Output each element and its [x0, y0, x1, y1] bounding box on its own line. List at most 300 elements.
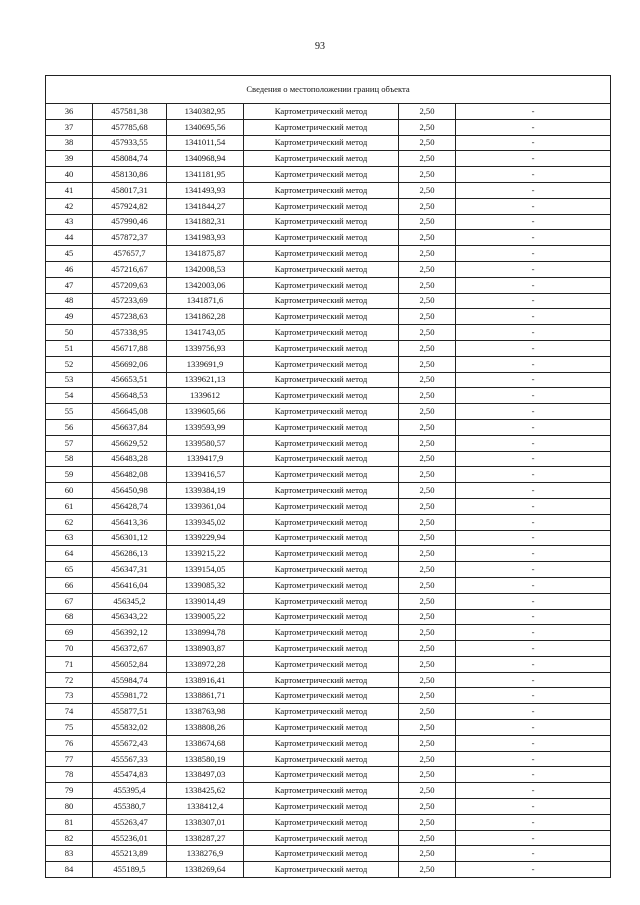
- accuracy-cell: 2,50: [399, 483, 456, 499]
- description-cell: -: [456, 735, 611, 751]
- x-coordinate-cell: 456372,67: [93, 641, 167, 657]
- method-cell: Картометрический метод: [244, 593, 399, 609]
- y-coordinate-cell: 1339416,57: [167, 467, 244, 483]
- x-coordinate-cell: 455213,89: [93, 846, 167, 862]
- method-cell: Картометрический метод: [244, 261, 399, 277]
- accuracy-cell: 2,50: [399, 530, 456, 546]
- description-cell: -: [456, 656, 611, 672]
- y-coordinate-cell: 1338903,87: [167, 641, 244, 657]
- description-cell: -: [456, 372, 611, 388]
- y-coordinate-cell: 1338287,27: [167, 830, 244, 846]
- accuracy-cell: 2,50: [399, 625, 456, 641]
- x-coordinate-cell: 458017,31: [93, 182, 167, 198]
- accuracy-cell: 2,50: [399, 135, 456, 151]
- point-number-cell: 78: [46, 767, 93, 783]
- accuracy-cell: 2,50: [399, 104, 456, 120]
- x-coordinate-cell: 457209,63: [93, 277, 167, 293]
- method-cell: Картометрический метод: [244, 182, 399, 198]
- y-coordinate-cell: 1341882,31: [167, 214, 244, 230]
- y-coordinate-cell: 1339361,04: [167, 498, 244, 514]
- method-cell: Картометрический метод: [244, 325, 399, 341]
- point-number-cell: 82: [46, 830, 93, 846]
- description-cell: -: [456, 498, 611, 514]
- point-number-cell: 45: [46, 246, 93, 262]
- accuracy-cell: 2,50: [399, 656, 456, 672]
- point-number-cell: 65: [46, 562, 93, 578]
- table-row: [46, 419, 611, 435]
- table-row: [46, 467, 611, 483]
- x-coordinate-cell: 455877,51: [93, 704, 167, 720]
- method-cell: Картометрический метод: [244, 340, 399, 356]
- table-row: [46, 625, 611, 641]
- y-coordinate-cell: 1338497,03: [167, 767, 244, 783]
- x-coordinate-cell: 455189,5: [93, 862, 167, 878]
- table-row: [46, 641, 611, 657]
- point-number-cell: 68: [46, 609, 93, 625]
- table-row: [46, 562, 611, 578]
- x-coordinate-cell: 456343,22: [93, 609, 167, 625]
- method-cell: Картометрический метод: [244, 656, 399, 672]
- accuracy-cell: 2,50: [399, 498, 456, 514]
- accuracy-cell: 2,50: [399, 151, 456, 167]
- accuracy-cell: 2,50: [399, 388, 456, 404]
- y-coordinate-cell: 1338412,4: [167, 799, 244, 815]
- method-cell: Картометрический метод: [244, 514, 399, 530]
- point-number-cell: 38: [46, 135, 93, 151]
- y-coordinate-cell: 1338808,26: [167, 720, 244, 736]
- table-row: [46, 277, 611, 293]
- method-cell: Картометрический метод: [244, 720, 399, 736]
- y-coordinate-cell: 1339154,05: [167, 562, 244, 578]
- point-number-cell: 53: [46, 372, 93, 388]
- x-coordinate-cell: 455236,01: [93, 830, 167, 846]
- accuracy-cell: 2,50: [399, 261, 456, 277]
- method-cell: Картометрический метод: [244, 309, 399, 325]
- accuracy-cell: 2,50: [399, 767, 456, 783]
- x-coordinate-cell: 458130,86: [93, 167, 167, 183]
- method-cell: Картометрический метод: [244, 672, 399, 688]
- table-row: [46, 767, 611, 783]
- y-coordinate-cell: 1339605,66: [167, 404, 244, 420]
- method-cell: Картометрический метод: [244, 293, 399, 309]
- y-coordinate-cell: 1341181,95: [167, 167, 244, 183]
- description-cell: -: [456, 340, 611, 356]
- table-row: [46, 751, 611, 767]
- table-row: [46, 340, 611, 356]
- method-cell: Картометрический метод: [244, 814, 399, 830]
- point-number-cell: 44: [46, 230, 93, 246]
- y-coordinate-cell: 1341871,6: [167, 293, 244, 309]
- y-coordinate-cell: 1340968,94: [167, 151, 244, 167]
- method-cell: Картометрический метод: [244, 609, 399, 625]
- point-number-cell: 73: [46, 688, 93, 704]
- x-coordinate-cell: 456347,31: [93, 562, 167, 578]
- method-cell: Картометрический метод: [244, 135, 399, 151]
- accuracy-cell: 2,50: [399, 862, 456, 878]
- method-cell: Картометрический метод: [244, 356, 399, 372]
- description-cell: -: [456, 783, 611, 799]
- point-number-cell: 56: [46, 419, 93, 435]
- point-number-cell: 49: [46, 309, 93, 325]
- description-cell: -: [456, 767, 611, 783]
- description-cell: -: [456, 119, 611, 135]
- accuracy-cell: 2,50: [399, 830, 456, 846]
- x-coordinate-cell: 457872,37: [93, 230, 167, 246]
- description-cell: -: [456, 435, 611, 451]
- y-coordinate-cell: 1339580,57: [167, 435, 244, 451]
- description-cell: -: [456, 672, 611, 688]
- description-cell: -: [456, 862, 611, 878]
- description-cell: -: [456, 467, 611, 483]
- table-row: [46, 656, 611, 672]
- x-coordinate-cell: 457924,82: [93, 198, 167, 214]
- method-cell: Картометрический метод: [244, 388, 399, 404]
- point-number-cell: 54: [46, 388, 93, 404]
- x-coordinate-cell: 455395,4: [93, 783, 167, 799]
- method-cell: Картометрический метод: [244, 830, 399, 846]
- table-row: [46, 704, 611, 720]
- description-cell: -: [456, 483, 611, 499]
- table-row: [46, 530, 611, 546]
- description-cell: -: [456, 814, 611, 830]
- accuracy-cell: 2,50: [399, 435, 456, 451]
- point-number-cell: 64: [46, 546, 93, 562]
- description-cell: -: [456, 309, 611, 325]
- accuracy-cell: 2,50: [399, 514, 456, 530]
- y-coordinate-cell: 1339014,49: [167, 593, 244, 609]
- method-cell: Картометрический метод: [244, 562, 399, 578]
- x-coordinate-cell: 455474,83: [93, 767, 167, 783]
- x-coordinate-cell: 456483,28: [93, 451, 167, 467]
- table-row: [46, 151, 611, 167]
- y-coordinate-cell: 1338580,19: [167, 751, 244, 767]
- y-coordinate-cell: 1338861,71: [167, 688, 244, 704]
- method-cell: Картометрический метод: [244, 799, 399, 815]
- accuracy-cell: 2,50: [399, 372, 456, 388]
- accuracy-cell: 2,50: [399, 846, 456, 862]
- accuracy-cell: 2,50: [399, 230, 456, 246]
- method-cell: Картометрический метод: [244, 704, 399, 720]
- table-row: [46, 783, 611, 799]
- method-cell: Картометрический метод: [244, 151, 399, 167]
- accuracy-cell: 2,50: [399, 119, 456, 135]
- point-number-cell: 62: [46, 514, 93, 530]
- y-coordinate-cell: 1338994,78: [167, 625, 244, 641]
- accuracy-cell: 2,50: [399, 546, 456, 562]
- description-cell: -: [456, 293, 611, 309]
- x-coordinate-cell: 455567,33: [93, 751, 167, 767]
- description-cell: -: [456, 135, 611, 151]
- description-cell: -: [456, 846, 611, 862]
- x-coordinate-cell: 455981,72: [93, 688, 167, 704]
- method-cell: Картометрический метод: [244, 688, 399, 704]
- method-cell: Картометрический метод: [244, 846, 399, 862]
- y-coordinate-cell: 1339384,19: [167, 483, 244, 499]
- point-number-cell: 47: [46, 277, 93, 293]
- accuracy-cell: 2,50: [399, 451, 456, 467]
- x-coordinate-cell: 456692,06: [93, 356, 167, 372]
- accuracy-cell: 2,50: [399, 704, 456, 720]
- description-cell: -: [456, 104, 611, 120]
- point-number-cell: 79: [46, 783, 93, 799]
- x-coordinate-cell: 456645,08: [93, 404, 167, 420]
- accuracy-cell: 2,50: [399, 467, 456, 483]
- y-coordinate-cell: 1340695,56: [167, 119, 244, 135]
- y-coordinate-cell: 1338276,9: [167, 846, 244, 862]
- x-coordinate-cell: 456648,53: [93, 388, 167, 404]
- table-row: [46, 246, 611, 262]
- description-cell: -: [456, 404, 611, 420]
- method-cell: Картометрический метод: [244, 419, 399, 435]
- x-coordinate-cell: 456416,04: [93, 577, 167, 593]
- accuracy-cell: 2,50: [399, 309, 456, 325]
- description-cell: -: [456, 151, 611, 167]
- y-coordinate-cell: 1341493,93: [167, 182, 244, 198]
- point-number-cell: 75: [46, 720, 93, 736]
- x-coordinate-cell: 456392,12: [93, 625, 167, 641]
- y-coordinate-cell: 1341011,54: [167, 135, 244, 151]
- point-number-cell: 57: [46, 435, 93, 451]
- x-coordinate-cell: 455832,02: [93, 720, 167, 736]
- y-coordinate-cell: 1342003,06: [167, 277, 244, 293]
- y-coordinate-cell: 1338307,01: [167, 814, 244, 830]
- table-row: [46, 609, 611, 625]
- description-cell: -: [456, 246, 611, 262]
- accuracy-cell: 2,50: [399, 609, 456, 625]
- y-coordinate-cell: 1341862,28: [167, 309, 244, 325]
- table-row: [46, 735, 611, 751]
- point-number-cell: 81: [46, 814, 93, 830]
- accuracy-cell: 2,50: [399, 720, 456, 736]
- accuracy-cell: 2,50: [399, 356, 456, 372]
- description-cell: -: [456, 182, 611, 198]
- description-cell: -: [456, 325, 611, 341]
- x-coordinate-cell: 456629,52: [93, 435, 167, 451]
- table-row: [46, 135, 611, 151]
- x-coordinate-cell: 457338,95: [93, 325, 167, 341]
- accuracy-cell: 2,50: [399, 340, 456, 356]
- method-cell: Картометрический метод: [244, 372, 399, 388]
- table-row: [46, 830, 611, 846]
- boundary-table-container: [45, 75, 610, 878]
- accuracy-cell: 2,50: [399, 751, 456, 767]
- table-row: [46, 720, 611, 736]
- description-cell: -: [456, 751, 611, 767]
- point-number-cell: 40: [46, 167, 93, 183]
- x-coordinate-cell: 456413,36: [93, 514, 167, 530]
- x-coordinate-cell: 455263,47: [93, 814, 167, 830]
- table-row: [46, 846, 611, 862]
- method-cell: Картометрический метод: [244, 862, 399, 878]
- method-cell: Картометрический метод: [244, 767, 399, 783]
- accuracy-cell: 2,50: [399, 325, 456, 341]
- description-cell: -: [456, 546, 611, 562]
- y-coordinate-cell: 1338763,98: [167, 704, 244, 720]
- description-cell: -: [456, 577, 611, 593]
- point-number-cell: 51: [46, 340, 93, 356]
- x-coordinate-cell: 458084,74: [93, 151, 167, 167]
- method-cell: Картометрический метод: [244, 167, 399, 183]
- table-row: [46, 309, 611, 325]
- point-number-cell: 63: [46, 530, 93, 546]
- description-cell: -: [456, 230, 611, 246]
- method-cell: Картометрический метод: [244, 625, 399, 641]
- table-row: [46, 862, 611, 878]
- method-cell: Картометрический метод: [244, 546, 399, 562]
- x-coordinate-cell: 456450,98: [93, 483, 167, 499]
- table-row: [46, 167, 611, 183]
- table-row: [46, 293, 611, 309]
- table-row: [46, 814, 611, 830]
- table-caption-row: [46, 76, 611, 104]
- description-cell: -: [456, 641, 611, 657]
- point-number-cell: 70: [46, 641, 93, 657]
- y-coordinate-cell: 1339215,22: [167, 546, 244, 562]
- method-cell: Картометрический метод: [244, 214, 399, 230]
- x-coordinate-cell: 457933,55: [93, 135, 167, 151]
- description-cell: -: [456, 514, 611, 530]
- y-coordinate-cell: 1339691,9: [167, 356, 244, 372]
- point-number-cell: 80: [46, 799, 93, 815]
- accuracy-cell: 2,50: [399, 167, 456, 183]
- x-coordinate-cell: 457785,68: [93, 119, 167, 135]
- x-coordinate-cell: 457216,67: [93, 261, 167, 277]
- y-coordinate-cell: 1341844,27: [167, 198, 244, 214]
- point-number-cell: 37: [46, 119, 93, 135]
- table-row: [46, 593, 611, 609]
- y-coordinate-cell: 1338972,28: [167, 656, 244, 672]
- point-number-cell: 48: [46, 293, 93, 309]
- accuracy-cell: 2,50: [399, 577, 456, 593]
- accuracy-cell: 2,50: [399, 641, 456, 657]
- table-row: [46, 451, 611, 467]
- description-cell: -: [456, 419, 611, 435]
- accuracy-cell: 2,50: [399, 198, 456, 214]
- table-row: [46, 388, 611, 404]
- method-cell: Картометрический метод: [244, 735, 399, 751]
- y-coordinate-cell: 1341743,05: [167, 325, 244, 341]
- description-cell: -: [456, 720, 611, 736]
- point-number-cell: 52: [46, 356, 93, 372]
- x-coordinate-cell: 457233,69: [93, 293, 167, 309]
- accuracy-cell: 2,50: [399, 672, 456, 688]
- method-cell: Картометрический метод: [244, 104, 399, 120]
- point-number-cell: 84: [46, 862, 93, 878]
- accuracy-cell: 2,50: [399, 735, 456, 751]
- table-row: [46, 546, 611, 562]
- point-number-cell: 83: [46, 846, 93, 862]
- description-cell: -: [456, 167, 611, 183]
- method-cell: Картометрический метод: [244, 119, 399, 135]
- point-number-cell: 46: [46, 261, 93, 277]
- method-cell: Картометрический метод: [244, 230, 399, 246]
- point-number-cell: 66: [46, 577, 93, 593]
- table-body: [46, 104, 611, 878]
- point-number-cell: 72: [46, 672, 93, 688]
- x-coordinate-cell: 455984,74: [93, 672, 167, 688]
- method-cell: Картометрический метод: [244, 404, 399, 420]
- point-number-cell: 43: [46, 214, 93, 230]
- y-coordinate-cell: 1339345,02: [167, 514, 244, 530]
- point-number-cell: 67: [46, 593, 93, 609]
- accuracy-cell: 2,50: [399, 562, 456, 578]
- method-cell: Картометрический метод: [244, 641, 399, 657]
- y-coordinate-cell: 1340382,95: [167, 104, 244, 120]
- method-cell: Картометрический метод: [244, 498, 399, 514]
- description-cell: -: [456, 198, 611, 214]
- point-number-cell: 50: [46, 325, 93, 341]
- point-number-cell: 77: [46, 751, 93, 767]
- table-row: [46, 672, 611, 688]
- table-row: [46, 325, 611, 341]
- method-cell: Картометрический метод: [244, 530, 399, 546]
- x-coordinate-cell: 455380,7: [93, 799, 167, 815]
- table-row: [46, 404, 611, 420]
- y-coordinate-cell: 1341983,93: [167, 230, 244, 246]
- y-coordinate-cell: 1339085,32: [167, 577, 244, 593]
- x-coordinate-cell: 456286,13: [93, 546, 167, 562]
- table-row: [46, 104, 611, 120]
- method-cell: Картометрический метод: [244, 246, 399, 262]
- table-row: [46, 498, 611, 514]
- description-cell: -: [456, 704, 611, 720]
- table-row: [46, 483, 611, 499]
- point-number-cell: 59: [46, 467, 93, 483]
- table-row: [46, 198, 611, 214]
- accuracy-cell: 2,50: [399, 293, 456, 309]
- y-coordinate-cell: 1342008,53: [167, 261, 244, 277]
- accuracy-cell: 2,50: [399, 182, 456, 198]
- y-coordinate-cell: 1338425,62: [167, 783, 244, 799]
- description-cell: -: [456, 562, 611, 578]
- description-cell: -: [456, 451, 611, 467]
- description-cell: -: [456, 214, 611, 230]
- table-row: [46, 261, 611, 277]
- y-coordinate-cell: 1338674,68: [167, 735, 244, 751]
- description-cell: -: [456, 356, 611, 372]
- table-row: [46, 514, 611, 530]
- description-cell: -: [456, 277, 611, 293]
- boundary-table: [45, 75, 611, 878]
- point-number-cell: 74: [46, 704, 93, 720]
- x-coordinate-cell: 455672,43: [93, 735, 167, 751]
- table-caption: Сведения о местоположении границ объекта: [46, 76, 611, 104]
- x-coordinate-cell: 457657,7: [93, 246, 167, 262]
- description-cell: -: [456, 388, 611, 404]
- description-cell: -: [456, 261, 611, 277]
- method-cell: Картометрический метод: [244, 451, 399, 467]
- method-cell: Картометрический метод: [244, 751, 399, 767]
- point-number-cell: 42: [46, 198, 93, 214]
- x-coordinate-cell: 457238,63: [93, 309, 167, 325]
- y-coordinate-cell: 1339005,22: [167, 609, 244, 625]
- x-coordinate-cell: 456345,2: [93, 593, 167, 609]
- x-coordinate-cell: 457990,46: [93, 214, 167, 230]
- method-cell: Картометрический метод: [244, 577, 399, 593]
- point-number-cell: 76: [46, 735, 93, 751]
- y-coordinate-cell: 1339417,9: [167, 451, 244, 467]
- y-coordinate-cell: 1341875,87: [167, 246, 244, 262]
- method-cell: Картометрический метод: [244, 783, 399, 799]
- table-row: [46, 688, 611, 704]
- method-cell: Картометрический метод: [244, 483, 399, 499]
- point-number-cell: 55: [46, 404, 93, 420]
- y-coordinate-cell: 1338916,41: [167, 672, 244, 688]
- table-row: [46, 356, 611, 372]
- point-number-cell: 71: [46, 656, 93, 672]
- accuracy-cell: 2,50: [399, 419, 456, 435]
- x-coordinate-cell: 456637,84: [93, 419, 167, 435]
